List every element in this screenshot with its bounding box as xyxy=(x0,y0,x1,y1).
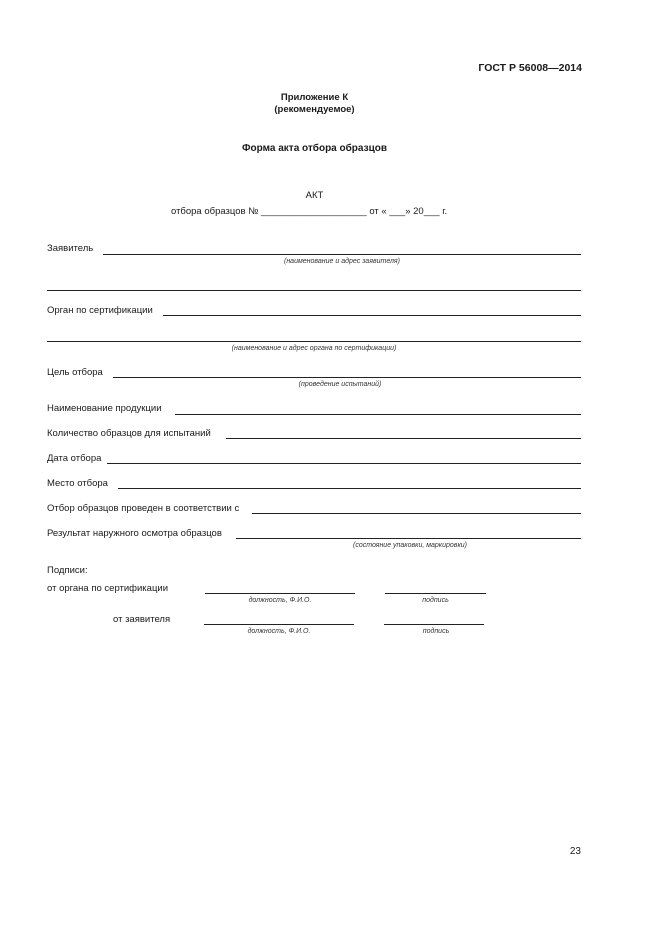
compliance-label: Отбор образцов проведен в соответствии с xyxy=(47,503,240,514)
applicant-line[interactable] xyxy=(103,254,581,255)
inspection-caption: (состояние упаковки, маркировки) xyxy=(353,542,467,549)
appendix-title: Приложение К xyxy=(280,92,349,103)
sig-applicant-position-caption: должность, Ф.И.О. xyxy=(247,628,311,635)
place-label: Место отбора xyxy=(47,478,108,489)
cert-body-line[interactable] xyxy=(163,315,581,316)
sig-applicant-signature-line[interactable] xyxy=(384,624,484,625)
standard-designation: ГОСТ Р 56008—2014 xyxy=(478,62,582,74)
sig-applicant-position-line[interactable] xyxy=(204,624,354,625)
form-title: Форма акта отбора образцов xyxy=(242,143,387,154)
cert-body-line-2[interactable] xyxy=(47,341,581,342)
act-number-line xyxy=(171,206,447,217)
place-line[interactable] xyxy=(118,488,581,489)
sig-cert-body-signature-line[interactable] xyxy=(385,593,486,594)
cert-body-caption: (наименование и адрес органа по сертификации) xyxy=(231,345,397,352)
page-number: 23 xyxy=(569,846,581,857)
act-date-mid: » 20 xyxy=(405,206,424,217)
purpose-line[interactable] xyxy=(113,377,581,378)
applicant-caption: (наименование и адрес заявителя) xyxy=(284,258,400,265)
date-line[interactable] xyxy=(107,463,581,464)
sig-cert-body-position-caption: должность, Ф.И.О. xyxy=(248,597,312,604)
purpose-label: Цель отбора xyxy=(47,367,103,378)
date-label: Дата отбора xyxy=(47,453,102,464)
sig-applicant-signature-caption: подпись xyxy=(422,628,450,635)
act-title: АКТ xyxy=(305,190,324,201)
cert-body-label: Орган по сертификации xyxy=(47,305,153,316)
sig-cert-body-signature-caption: подпись xyxy=(422,597,449,604)
sig-cert-body-position-line[interactable] xyxy=(205,593,355,594)
appendix-subtitle: (рекомендуемое) xyxy=(274,104,355,115)
product-line[interactable] xyxy=(175,414,581,415)
quantity-line[interactable] xyxy=(226,438,581,439)
compliance-line[interactable] xyxy=(252,513,581,514)
applicant-label: Заявитель xyxy=(47,243,94,254)
act-day-blank: ___ xyxy=(389,206,406,217)
purpose-caption: (проведение испытаний) xyxy=(298,381,382,388)
quantity-label: Количество образцов для испытаний xyxy=(47,428,211,439)
act-number-prefix: отбора образцов № xyxy=(171,206,259,217)
inspection-line[interactable] xyxy=(236,538,581,539)
applicant-line-2[interactable] xyxy=(47,290,581,291)
sig-applicant-label: от заявителя xyxy=(113,614,171,625)
act-number-blank: ____________________ xyxy=(261,206,367,217)
inspection-label: Результат наружного осмотра образцов xyxy=(47,528,222,539)
act-date-prefix: от « xyxy=(369,206,387,217)
signatures-heading: Подписи: xyxy=(47,565,88,576)
act-year-blank: ___ xyxy=(423,206,440,217)
act-year-suffix: г. xyxy=(442,206,448,217)
sig-cert-body-label: от органа по сертификации xyxy=(47,583,168,594)
product-label: Наименование продукции xyxy=(47,403,162,414)
